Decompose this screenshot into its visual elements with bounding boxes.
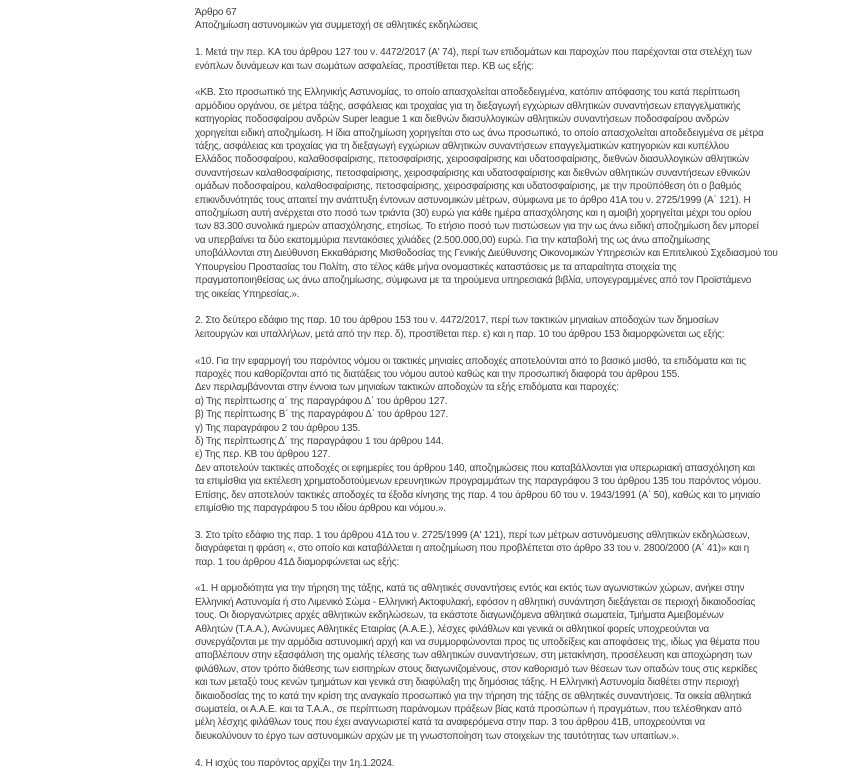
text-line: παρ. 1 του άρθρου 41Δ διαμορφώνεται ως εξής:	[195, 556, 399, 568]
text-line: φιλάθλων, στον τρόπο διάθεσης των εισιτηρίων στους διαγωνιζομένους, στον καθορισμό των θέσεων των οπαδών τους στις κερκίδες	[195, 663, 758, 675]
text-line: Άρθρο 67	[195, 7, 237, 18]
legal-document-body	[195, 6, 835, 783]
text-line: συναντήσεων καλαθοσφαίρισης, πετοσφαίρισης, χειροσφαίρισης και υδατοσφαίρισης και διεθνών αθλητικών συναντήσεων εθνικών	[195, 167, 751, 179]
text-line: δ) Της περίπτωσης Δ΄ της παραγράφου 1 του άρθρου 144.	[195, 435, 444, 447]
text-line: Υπουργείου Προστασίας του Πολίτη, στο τέλος κάθε μήνα ονομαστικές καταστάσεις με τα απαραίτητα στοιχεία της	[195, 261, 677, 273]
text-line: πραγματοποιηθείσας ως άνω αποζημίωσης, σύμφωνα με τα τηρούμενα υπηρεσιακά βιβλία, υπογεγραμμένες από τον Προϊστάμενο	[195, 275, 752, 287]
text-line: ε) Της περ. ΚΒ του άρθρου 127.	[195, 449, 331, 461]
text-line: των 83.300 συνολικά ημερών απασχόλησης, ετησίως. Το ετήσιο ποσό των πιστώσεων για την ως άνω ειδική αποζημίωση δεν μπορεί	[195, 221, 759, 233]
text-line: Αθλητών (Τ.Α.Α.), Ανώνυμες Αθλητικές Εταιρίας (Α.Α.Ε.), λέσχες φιλάθλων και γενικά οι αθλητικοί φορείς υποχρεούνται να	[195, 623, 710, 635]
text-line: 3. Στο τρίτο εδάφιο της παρ. 1 του άρθρου 41Δ του ν. 2725/1999 (Α' 121), περί των μέτρων αστυνόμευσης αθλητικών εκδηλώσεων,	[195, 529, 750, 541]
text-line: τους. Οι διοργανώτριες αρχές αθλητικών εκδηλώσεων, τα εκάστοτε διαγωνιζόμενα αθλητικά σωματεία, Τμήματα Αμειβομένων	[195, 610, 724, 622]
text-line: αποβλέπουν στην εξασφάλιση της ομαλής τέλεσης των αθλητικών συναντήσεων, στη μετακίνηση, προσέλευση και αποχώρηση των	[195, 650, 753, 662]
text-line: «10. Για την εφαρμογή του παρόντος νόμου οι τακτικές μηνιαίες αποδοχές αποτελούνται από το βασικό μισθό, τα επιδόματα και τις	[195, 355, 746, 367]
text-line: κατηγορίας ποδοσφαίρου ανδρών Super league 1 και διεθνών διασυλλογικών αθλητικών συναντήσεων ποδοσφαίρου ανδρών	[195, 114, 729, 126]
paragraph-1-amendment	[195, 46, 835, 73]
text-line: δικαιοδοσίας της το κατά την κρίση της αναγκαίο προσωπικό για την τήρηση της τάξης σε αθλητικές συναντήσεις. Τα οικεία αθλητικά	[195, 690, 752, 702]
text-line: β) Της περίπτωσης Β΄ της παραγράφου Δ΄ του άρθρου 127.	[195, 409, 449, 421]
paragraph-2-amendment	[195, 314, 835, 341]
text-line: ενόπλων δυνάμεων και των σωμάτων ασφαλείας, προστίθεται περ. ΚΒ ως εξής:	[195, 60, 534, 72]
text-line: «ΚΒ. Στο προσωπικό της Ελληνικής Αστυνομίας, το οποίο απασχολείται αποδεδειγμένα, κατόπιν απόφασης του κατά περίπτωση	[195, 87, 740, 99]
text-line: παροχές που καθορίζονται από τις διατάξεις του νόμου αυτού καθώς και την προσωπική διαφορά του άρθρου 155.	[195, 368, 680, 380]
text-line: συνεργάζονται με την αρμόδια αστυνομική αρχή και να συμμορφώνονται προς τις υποδείξεις και αποφάσεις της, ιδίως για θέματα που	[195, 637, 760, 648]
text-line: σωματεία, οι Α.Α.Ε. και τα Τ.Α.Α., σε περίπτωση παράνομων πράξεων βίας κατά προσώπων ή πραγμάτων, που τελέσθηκαν από	[195, 704, 742, 716]
text-line: επιμίσθιο της παραγράφου 5 του ιδίου άρθρου και νόμου.».	[195, 502, 446, 514]
paragraph-3-amendment	[195, 529, 835, 569]
text-line: Δεν αποτελούν τακτικές αποδοχές οι εφημερίες του άρθρου 140, αποζημιώσεις που καταβάλλονται για υπερωριακή απασχόληση και	[195, 462, 755, 474]
text-line: αρμόδιου οργάνου, σε μέτρα τάξης, ασφάλειας και τροχαίας για τη διεξαγωγή εγχώριων αθλητικών συναντήσεων επαγγελματικής	[195, 100, 741, 112]
text-line: «1. Η αρμοδιότητα για την τήρηση της τάξης, κατά τις αθλητικές συναντήσεις εντός και εκτός των αγωνιστικών χώρων, ανήκει στην	[195, 583, 745, 595]
text-line: αποζημίωση αυτή ανέρχεται στο ποσό των τριάντα (30) ευρώ για κάθε ημέρα απασχόλησης και η αμοιβή χορηγείται μέχρι του ορίου	[195, 208, 752, 220]
paragraph-4-effective-date	[195, 757, 835, 770]
text-line: γ) Της παραγράφου 2 του άρθρου 135.	[195, 422, 361, 434]
text-line: και των μεταξύ τους κενών τμημάτων και γενικά στη διαφύλαξη της δημόσιας τάξης. Η Ελληνική Αστυνομία διαθέτει στην περιοχή	[195, 677, 739, 689]
quote-kb-provision	[195, 86, 835, 301]
text-line: τα επιμίσθια για εκτέλεση χρηματοδοτούμενων ερευνητικών προγραμμάτων της παραγράφου 3 του άρθρου 135 του παρόντος νόμου.	[195, 476, 762, 488]
text-line: της οικείας Υπηρεσίας.».	[195, 288, 300, 300]
text-line: λειτουργών και υπαλλήλων, μετά από την περ. δ), προστίθεται περ. ε) και η παρ. 10 του άρθρου 153 διαμορφώνεται ως εξής:	[195, 328, 725, 340]
text-line: επικινδυνότητάς τους απαιτεί την ανάπτυξη έντονων αστυνομικών μέτρων, σύμφωνα με το άρθρο 41Α του ν. 2725/1999 (Α΄ 121). Η	[195, 194, 751, 206]
text-line: ομάδων ποδοσφαίρου, καλαθοσφαίρισης, πετοσφαίρισης, χειροσφαίρισης και υδατοσφαίρισης, με την προϋπόθεση ότι ο βαθμός	[195, 181, 742, 193]
text-line: 4. Η ισχύς του παρόντος αρχίζει την 1η.1.2024.	[195, 757, 395, 769]
quote-par10-provision	[195, 355, 835, 516]
text-line: Επίσης, δεν αποτελούν τακτικές αποδοχές τα έξοδα κίνησης της παρ. 4 του άρθρου 60 του ν. 1943/1991 (Α΄ 50), καθώς και το μηνιαίο	[195, 489, 761, 501]
text-line: α) Της περίπτωσης α΄ της παραγράφου Δ΄ του άρθρου 127.	[195, 395, 448, 407]
text-line: 1. Μετά την περ. ΚΑ του άρθρου 127 του ν. 4472/2017 (Α' 74), περί των επιδομάτων και παροχών που παρέχονται στα στελέχη των	[195, 47, 752, 59]
text-line: Αποζημίωση αστυνομικών για συμμετοχή σε αθλητικές εκδηλώσεις	[195, 20, 478, 32]
text-line: διευκολύνουν το έργο των αστυνομικών αρχών με τη γνωστοποίηση των στοιχείων της ταυτότητας των υπαιτίων.».	[195, 730, 679, 742]
text-line: 2. Στο δεύτερο εδάφιο της παρ. 10 του άρθρου 153 του ν. 4472/2017, περί των τακτικών μηνιαίων αποδοχών των δημοσίων	[195, 315, 719, 327]
text-line: να υπερβαίνει τα δύο εκατομμύρια πεντακόσιες χιλιάδες (2.500.000,00) ευρώ. Για την καταβολή της ως άνω αποζημίωσης	[195, 234, 710, 246]
text-line: μέλη λέσχης φιλάθλων τους που έχει αναγνωριστεί κατά τα αναφερόμενα στην παρ. 3 του άρθρου 41Β, υποχρεούνται να	[195, 717, 705, 729]
text-line: Ελλάδος ποδοσφαίρου, καλαθοσφαίρισης, πετοσφαίρισης, χειροσφαίρισης και υδατοσφαίρισης, διεθνών διασυλλογικών αθλητικών	[195, 154, 749, 166]
article-heading	[195, 6, 835, 33]
text-line: υποβάλλονται στη Διεύθυνση Εκκαθάρισης Μισθοδοσίας της Γενικής Διεύθυνσης Οικονομικών Υπηρεσιών και Επιτελικού Σχεδιασμού του	[195, 248, 778, 260]
text-line: χορηγείται ειδική αποζημίωση. Η ίδια αποζημίωση χορηγείται στο ως άνω προσωπικό, το οποίο απασχολείται αποδεδειγμένα σε μέτρα	[195, 127, 764, 139]
quote-par1-provision	[195, 582, 835, 743]
text-line: διαγράφεται η φράση «, στο οποίο και καταβάλλεται η αποζημίωση που προβλέπεται στο άρθρο 33 του ν. 2800/2000 (Α΄ 41)» και η	[195, 543, 750, 555]
text-line: τάξης, ασφάλειας και τροχαίας για τη διεξαγωγή εγχώριων αθλητικών συναντήσεων επαγγελματικών κατηγοριών και κυπέλλου	[195, 141, 729, 153]
text-line: Δεν περιλαμβάνονται στην έννοια των μηνιαίων τακτικών αποδοχών τα εξής επιδόματα και παροχές:	[195, 382, 619, 394]
text-line: Ελληνική Αστυνομία ή στο Λιμενικό Σώμα - Ελληνική Ακτοφυλακή, εφόσον η αθλητική συνάντηση διεξάγεται σε περιοχή δικαιοδοσίας	[195, 596, 756, 608]
